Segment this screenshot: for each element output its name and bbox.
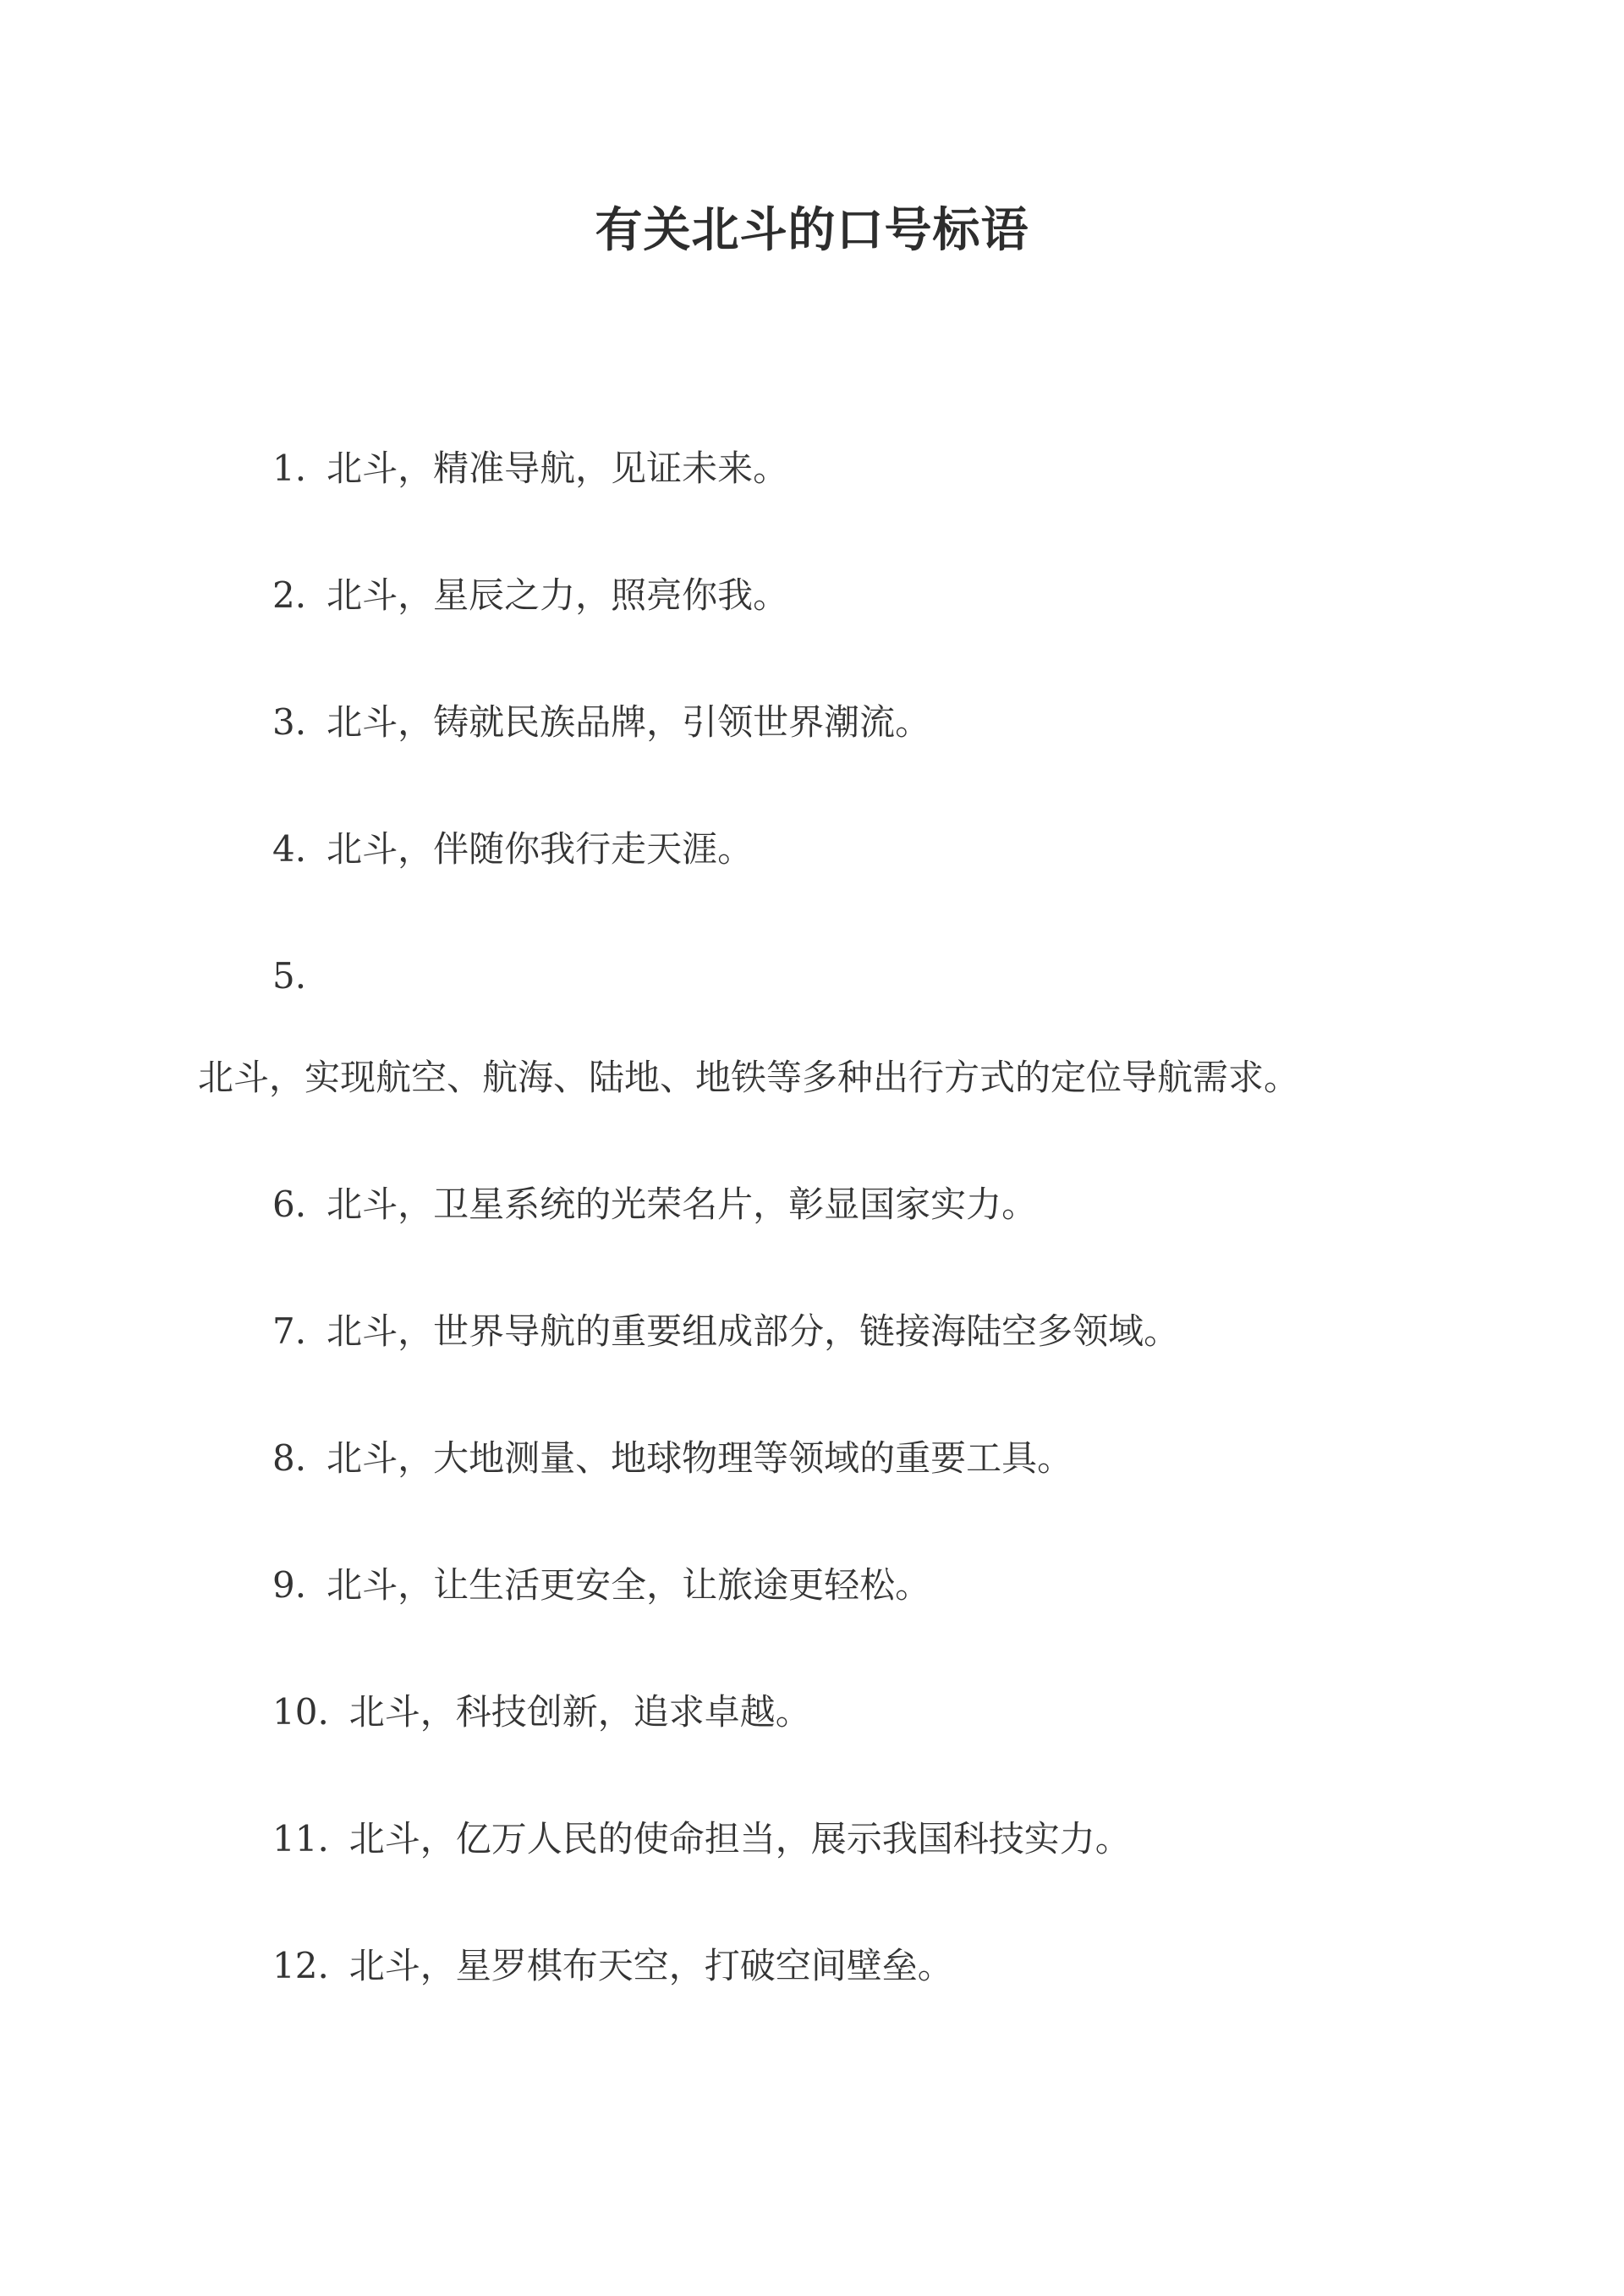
item-text: 北斗，世界导航的重要组成部分，链接海陆空多领域。 xyxy=(326,1310,1180,1352)
list-item xyxy=(272,1687,811,1738)
item-text: 北斗，科技创新，追求卓越。 xyxy=(348,1691,811,1733)
list-item xyxy=(272,1306,1179,1357)
item-text: 北斗，实现航空、航海、陆地、地铁等多种出行方式的定位导航需求。 xyxy=(198,1057,1300,1098)
item-number: 6. xyxy=(272,1184,307,1225)
list-item xyxy=(272,570,788,621)
item-text: 北斗，卫星系统的光荣名片，彰显国家实力。 xyxy=(326,1184,1038,1225)
list-item xyxy=(272,1179,1037,1230)
list-item xyxy=(272,824,753,875)
list-item xyxy=(272,1560,930,1611)
list-item xyxy=(272,1941,953,1991)
item-number: 11. xyxy=(272,1818,329,1859)
item-number: 8. xyxy=(272,1437,307,1479)
list-item xyxy=(272,697,930,748)
item-number: 10. xyxy=(272,1691,329,1733)
item-number: 3. xyxy=(272,701,307,743)
item-text: 北斗，伴随你我行走天涯。 xyxy=(326,828,754,870)
page-title: 有关北斗的口号标语 xyxy=(595,202,1029,258)
item-number: 12. xyxy=(272,1945,329,1986)
list-item xyxy=(272,443,788,494)
item-number: 9. xyxy=(272,1564,307,1606)
item-number: 7. xyxy=(272,1310,307,1352)
item-number: 2. xyxy=(272,574,307,616)
item-text: 北斗，亿万人民的使命担当，展示我国科技实力。 xyxy=(348,1818,1131,1859)
item-number: 1. xyxy=(272,448,307,489)
list-item xyxy=(272,1814,1131,1865)
item-text: 北斗，精准导航，见证未来。 xyxy=(326,448,789,489)
item-number: 5. xyxy=(272,955,307,997)
item-text: 北斗，大地测量、地球物理等领域的重要工具。 xyxy=(326,1437,1073,1479)
list-item xyxy=(272,1433,1073,1484)
item-number: 4. xyxy=(272,828,307,870)
item-text: 北斗，铸就民族品牌，引领世界潮流。 xyxy=(326,701,931,743)
item-text: 北斗，星辰之力，照亮你我。 xyxy=(326,574,789,616)
item-text: 北斗，星罗棋布天空，打破空间壁垒。 xyxy=(348,1945,953,1986)
item-text: 北斗，让生活更安全，让旅途更轻松。 xyxy=(326,1564,931,1606)
